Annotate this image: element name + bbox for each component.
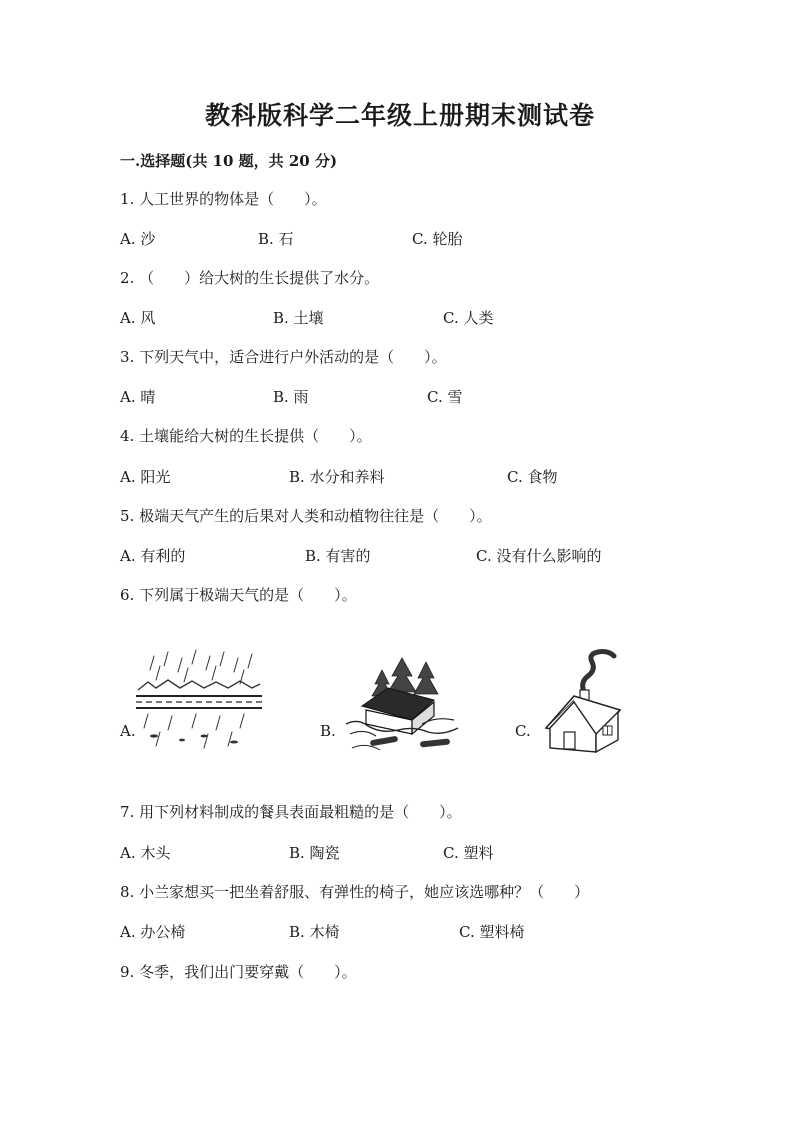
heavy-rain-icon bbox=[134, 648, 264, 756]
question-8: 8. 小兰家想买一把坐着舒服、有弹性的椅子，她应该选哪种？（ ） bbox=[120, 883, 590, 901]
question-7: 7. 用下列材料制成的餐具表面最粗糙的是（ ）。 bbox=[120, 803, 462, 821]
q7-option-a[interactable]: A. 木头 bbox=[120, 844, 171, 862]
q5-option-c[interactable]: C. 没有什么影响的 bbox=[476, 547, 602, 565]
q5-option-b[interactable]: B. 有害的 bbox=[305, 547, 371, 565]
q3-option-c[interactable]: C. 雪 bbox=[427, 388, 463, 406]
q2-option-b[interactable]: B. 土壤 bbox=[273, 309, 324, 327]
flood-icon bbox=[342, 654, 462, 758]
question-3: 3. 下列天气中，适合进行户外活动的是（ ）。 bbox=[120, 348, 447, 366]
question-4: 4. 土壤能给大树的生长提供（ ）。 bbox=[120, 427, 372, 445]
q8-option-b[interactable]: B. 木椅 bbox=[289, 923, 340, 941]
q8-option-c[interactable]: C. 塑料椅 bbox=[459, 923, 525, 941]
house-icon bbox=[540, 648, 630, 758]
q6-option-a[interactable]: A. bbox=[120, 722, 136, 740]
q6-option-c[interactable]: C. bbox=[515, 722, 531, 740]
q2-option-a[interactable]: A. 风 bbox=[120, 309, 156, 327]
page-title: 教科版科学二年级上册期末测试卷 bbox=[204, 101, 595, 130]
q1-option-a[interactable]: A. 沙 bbox=[120, 230, 156, 248]
q7-option-b[interactable]: B. 陶瓷 bbox=[289, 844, 340, 862]
section-heading: 一.选择题(共 10 题，共 20 分) bbox=[120, 152, 338, 170]
q4-option-c[interactable]: C. 食物 bbox=[507, 468, 558, 486]
q8-option-a[interactable]: A. 办公椅 bbox=[120, 923, 186, 941]
q1-option-c[interactable]: C. 轮胎 bbox=[412, 230, 463, 248]
q4-option-b[interactable]: B. 水分和养料 bbox=[289, 468, 385, 486]
question-1: 1. 人工世界的物体是（ ）。 bbox=[120, 190, 327, 208]
q2-option-c[interactable]: C. 人类 bbox=[443, 309, 494, 327]
q6-option-b[interactable]: B. bbox=[320, 722, 336, 740]
question-5: 5. 极端天气产生的后果对人类和动植物往往是（ ）。 bbox=[120, 507, 492, 525]
question-6: 6. 下列属于极端天气的是（ ）。 bbox=[120, 586, 357, 604]
q7-option-c[interactable]: C. 塑料 bbox=[443, 844, 494, 862]
q1-option-b[interactable]: B. 石 bbox=[258, 230, 294, 248]
q3-option-a[interactable]: A. 晴 bbox=[120, 388, 156, 406]
question-2: 2. （ ）给大树的生长提供了水分。 bbox=[120, 269, 380, 287]
question-9: 9. 冬季，我们出门要穿戴（ ）。 bbox=[120, 963, 357, 981]
q3-option-b[interactable]: B. 雨 bbox=[273, 388, 309, 406]
q5-option-a[interactable]: A. 有利的 bbox=[120, 547, 186, 565]
q4-option-a[interactable]: A. 阳光 bbox=[120, 468, 171, 486]
